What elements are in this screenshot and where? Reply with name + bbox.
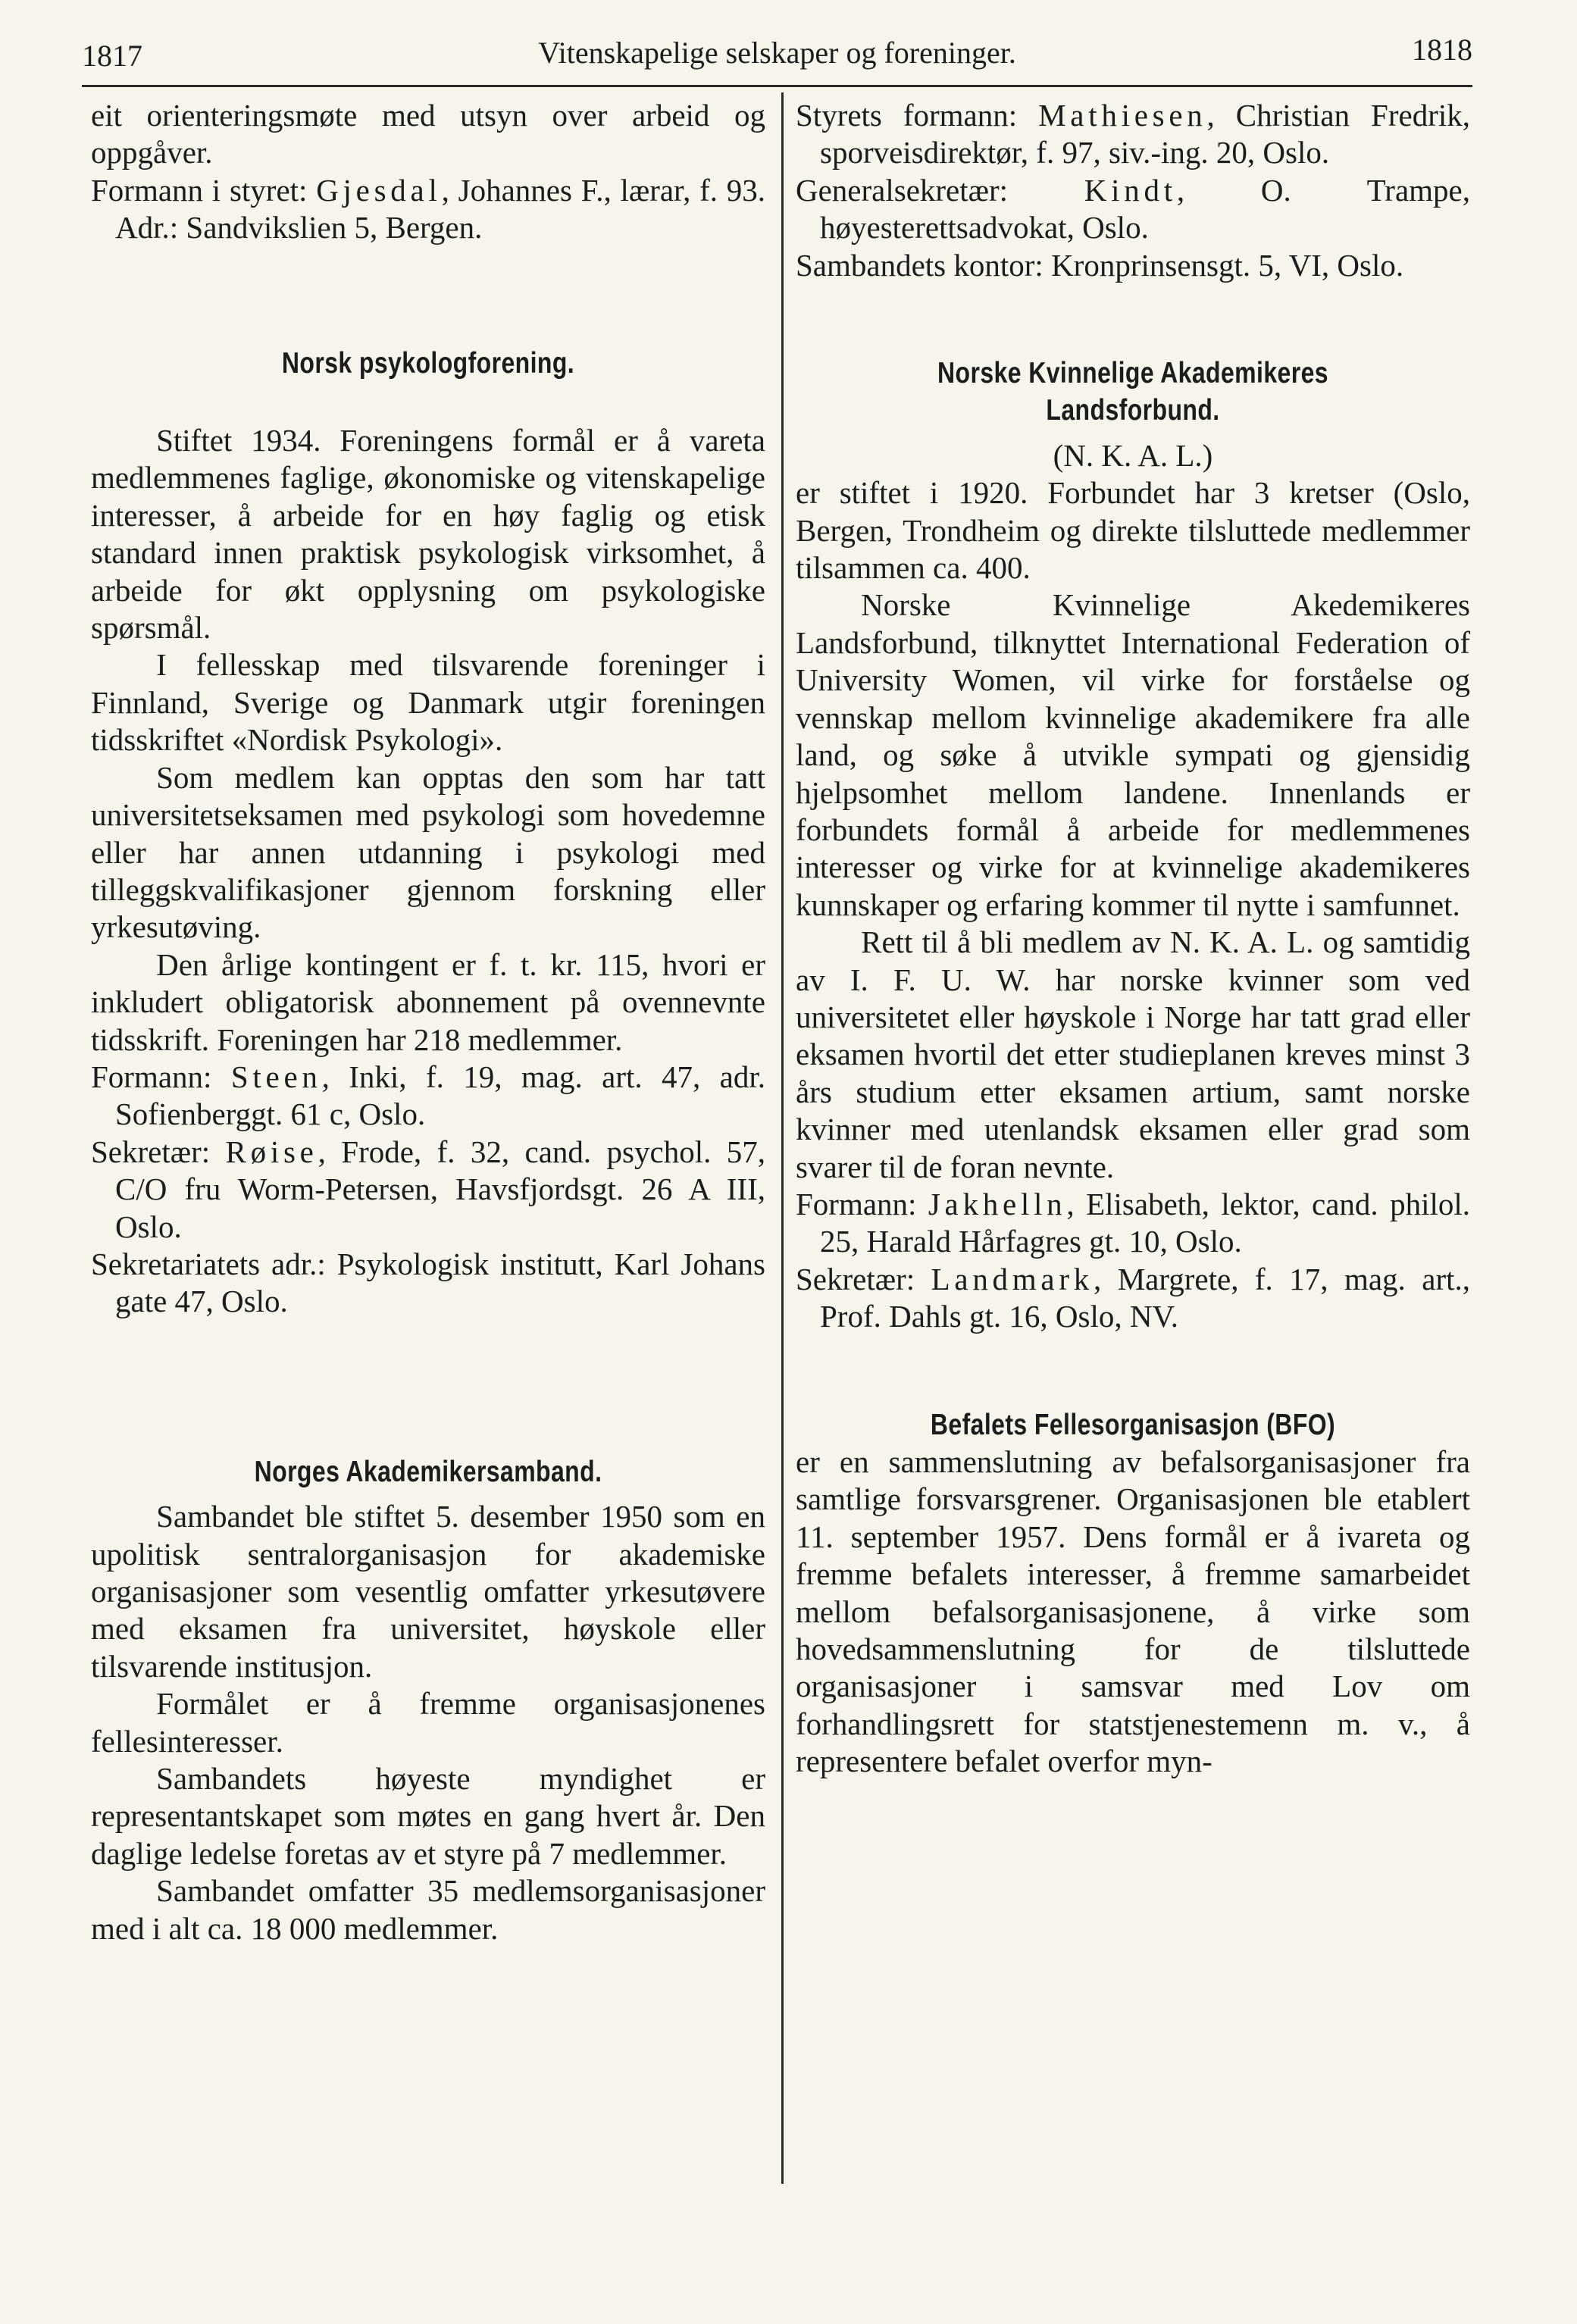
section-heading: Norsk psykologforening.	[281, 346, 575, 380]
running-header	[82, 29, 1472, 77]
officer-name: Kindt	[1084, 172, 1177, 208]
paragraph: Formålet er å fremme organisasjonenes fellesinteresser.	[91, 1686, 765, 1759]
officer-entry	[796, 172, 1470, 247]
column-divider	[781, 92, 784, 2184]
section-heading: Norges Akademikersamband.	[254, 1455, 602, 1488]
intro-paragraph: eit orienteringsmøte med utsyn over arbeid og oppgåver.	[91, 98, 765, 170]
section-abbreviation: (N. K. A. L.)	[1053, 437, 1213, 473]
address-entry: Sambandets kontor: Kronprinsensgt. 5, VI, Oslo.	[796, 247, 1404, 283]
officer-name: Røise	[225, 1134, 318, 1169]
paragraph: I fellesskap med tilsvarende foreninger i Finnland, Sverige og Danmark utgir foreningen tidsskriftet «Nordisk Psykologi».	[91, 647, 765, 758]
officer-entry	[796, 1186, 1470, 1261]
officer-label: Sekretær:	[796, 1261, 931, 1296]
officer-label: Formann:	[91, 1059, 231, 1094]
running-title: Vitenskapelige selskaper og foreninger.	[538, 36, 1016, 70]
paragraph: Sambandet ble stiftet 5. desember 1950 som en upolitisk sentralorganisasjon for akademiske organisasjoner som vesentlig omfatter yrkesutøvere med eksamen fra universitet, høyskole eller tilsvarende institusjon.	[91, 1499, 765, 1684]
paragraph: Sambandets høyeste myndighet er representantskapet som møtes en gang hvert år. Den daglige ledelse foretas av et styre på 7 medlemmer.	[91, 1761, 765, 1871]
officer-details: , O. Trampe, høyesterettsadvokat, Oslo.	[820, 172, 1470, 246]
paragraph: Sambandet omfatter 35 medlemsorganisasjoner med i alt ca. 18 000 medlemmer.	[91, 1873, 765, 1946]
officer-name: Jakhelln	[928, 1186, 1067, 1221]
officer-entry	[91, 1059, 765, 1134]
section-heading-continued: Landsforbund.	[1046, 394, 1220, 427]
officer-entry	[91, 172, 765, 247]
paragraph: Rett til å bli medlem av N. K. A. L. og samtidig av I. F. U. W. har norske kvinner som ved universitetet eller høyskole i Norge har tatt grad eller eksamen hvortil det etter studieplanen kreves minst 3 års studium etter eksamen artium, samt norske kvinner med utenlandsk eksamen eller grad som svarer til de foran nevnte.	[796, 924, 1470, 1184]
officer-name: Steen	[230, 1059, 322, 1094]
right-column	[796, 97, 1470, 1781]
officer-label: Formann:	[796, 1186, 928, 1221]
paragraph: Den årlige kontingent er f. t. kr. 115, hvori er inkludert obligatorisk abonnement på ovennevnte tidsskrift. Foreningen har 218 medlemmer.	[91, 946, 765, 1057]
address-entry: Sekretariatets adr.: Psykologisk institutt, Karl Johans gate 47, Oslo.	[91, 1246, 765, 1319]
officer-details: , Christian Fredrik, sporveisdirektør, f. 97, siv.-ing. 20, Oslo.	[820, 98, 1470, 170]
officer-name: Landmark	[931, 1261, 1094, 1296]
paragraph: Norske Kvinnelige Akedemikeres Landsforbund, tilknyttet International Federation of University Women, vil virke for forståelse og vennskap mellom kvinnelige akademikere fra alle land, og søke å utvikle sympati og gjensidig hjelpsomhet mellom landene. Innenlands er forbundets formål å arbeide for medlemmenes interesser og virke for at kvinnelige akademikeres kunnskaper og erfaring kommer til nytte i samfunnet.	[796, 587, 1470, 922]
officer-details: , Johannes F., lærar, f. 93. Adr.: Sandvikslien 5, Bergen.	[115, 172, 765, 246]
officer-entry	[91, 1134, 765, 1246]
officer-label: Sekretær:	[91, 1134, 226, 1169]
officer-label: Styrets formann:	[796, 98, 1039, 133]
officer-label: Generalsekretær:	[796, 172, 1084, 208]
officer-label: Formann i styret:	[91, 172, 317, 208]
officer-entry	[796, 97, 1470, 172]
section-heading: Norske Kvinnelige Akademikeres	[937, 357, 1328, 390]
page-number-right: 1818	[1412, 33, 1472, 67]
officer-details: , Margrete, f. 17, mag. art., Prof. Dahls gt. 16, Oslo, NV.	[820, 1261, 1470, 1334]
section-heading: Befalets Fellesorganisasjon (BFO)	[930, 1408, 1336, 1441]
officer-details: , Elisabeth, lektor, cand. philol. 25, Harald Hårfagres gt. 10, Oslo.	[820, 1186, 1470, 1259]
paragraph: Stiftet 1934. Foreningens formål er å vareta medlemmenes faglige, økonomiske og vitenskapelige interesser, å arbeide for en høy faglig og etisk standard innen praktisk psykologisk virksomhet, å arbeide for økt opplysning om psykologiske spørsmål.	[91, 423, 765, 646]
page-number-left: 1817	[82, 39, 142, 73]
officer-entry	[796, 1261, 1470, 1336]
officer-name: Mathiesen	[1038, 98, 1207, 133]
left-column	[91, 97, 765, 1947]
paragraph: Som medlem kan opptas den som har tatt universitetseksamen med psykologi som hovedemne eller har annen utdanning i psykologi med tilleggskvalifikasjoner gjennom forskning eller yrkesutøving.	[91, 759, 765, 945]
officer-details: , Frode, f. 32, cand. psychol. 57, C/O fru Worm-Petersen, Havsfjordsgt. 26 A III, Oslo.	[115, 1134, 765, 1244]
paragraph: er en sammenslutning av befalsorganisasjoner fra samtlige forsvarsgrener. Organisasjonen ble etablert 11. september 1957. Dens formål er å ivareta og fremme befalets interesser, å fremme samarbeidet mellom befalsorganisasjonene, å virke som hovedsammenslutning for de tilsluttede organisasjoner i samsvar med Lov om forhandlingsrett for statstjenestemenn m. v., å representere befalet overfor myn-	[796, 1444, 1470, 1779]
officer-name: Gjesdal	[316, 172, 442, 208]
paragraph: er stiftet i 1920. Forbundet har 3 kretser (Oslo, Bergen, Trondheim og direkte tilsluttede medlemmer tilsammen ca. 400.	[796, 475, 1470, 586]
officer-details: , Inki, f. 19, mag. art. 47, adr. Sofienberggt. 61 c, Oslo.	[115, 1059, 765, 1132]
header-rule	[82, 85, 1472, 87]
